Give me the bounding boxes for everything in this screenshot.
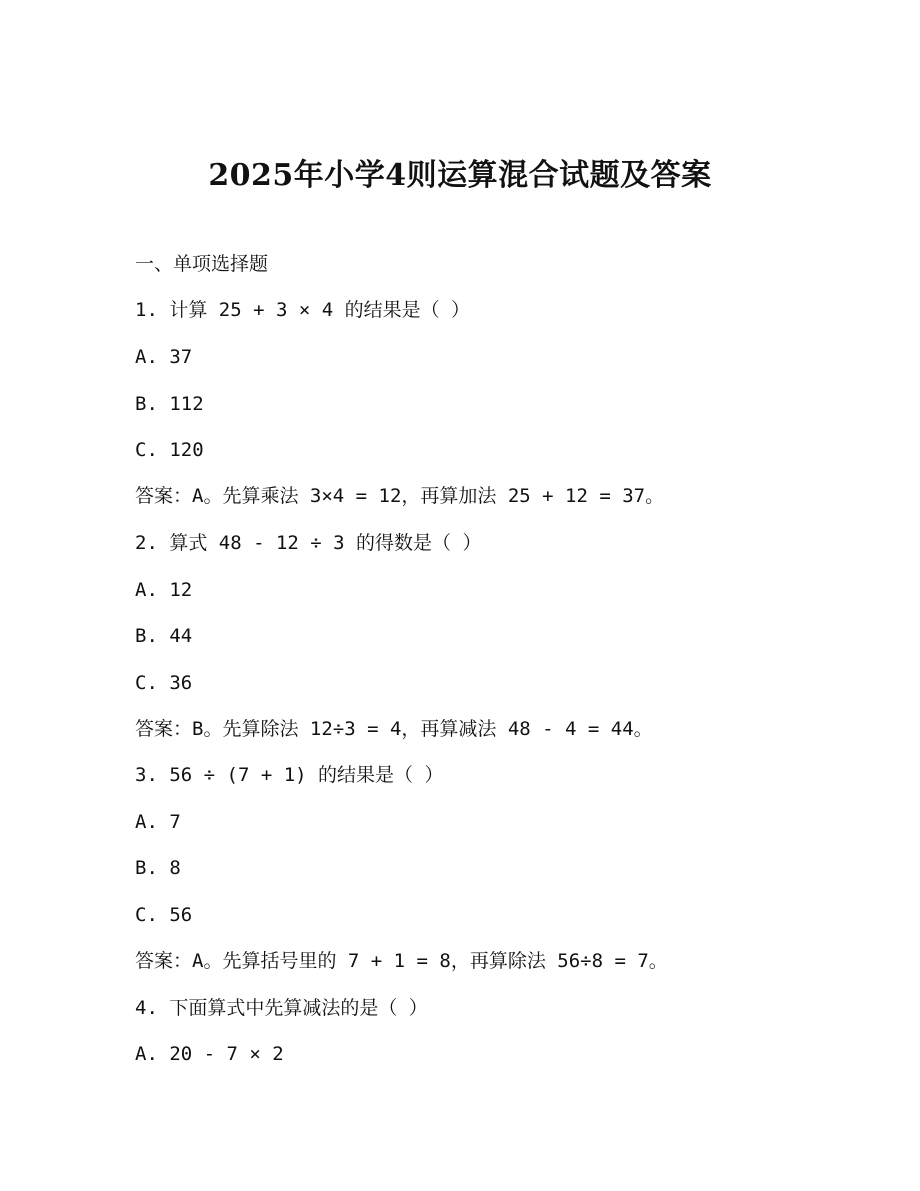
- question-1-option-b: B. 112: [135, 393, 204, 415]
- question-1-option-a: A. 37: [135, 346, 193, 368]
- question-1-option-c: C. 120: [135, 439, 204, 461]
- question-4-option-a: A. 20 - 7 × 2: [135, 1043, 284, 1065]
- document-title: 2025年小学4则运算混合试题及答案: [208, 158, 712, 193]
- question-3-answer: 答案：A。先算括号里的 7 + 1 = 8，再算除法 56÷8 = 7。: [135, 950, 668, 972]
- question-2-option-b: B. 44: [135, 625, 193, 647]
- question-2-answer: 答案：B。先算除法 12÷3 = 4，再算减法 48 - 4 = 44。: [135, 718, 653, 740]
- question-2-option-c: C. 36: [135, 672, 193, 694]
- question-3-stem: 3. 56 ÷ (7 + 1) 的结果是（ ）: [135, 764, 444, 786]
- question-3-option-b: B. 8: [135, 857, 181, 879]
- question-3-option-c: C. 56: [135, 904, 193, 926]
- question-1-stem: 1. 计算 25 + 3 × 4 的结果是（ ）: [135, 299, 471, 321]
- question-3-option-a: A. 7: [135, 811, 181, 833]
- question-4-stem: 4. 下面算式中先算减法的是（ ）: [135, 997, 428, 1019]
- section-heading: 一、单项选择题: [135, 253, 269, 275]
- question-2-option-a: A. 12: [135, 579, 193, 601]
- question-1-answer: 答案：A。先算乘法 3×4 = 12，再算加法 25 + 12 = 37。: [135, 485, 665, 507]
- question-2-stem: 2. 算式 48 - 12 ÷ 3 的得数是（ ）: [135, 532, 482, 554]
